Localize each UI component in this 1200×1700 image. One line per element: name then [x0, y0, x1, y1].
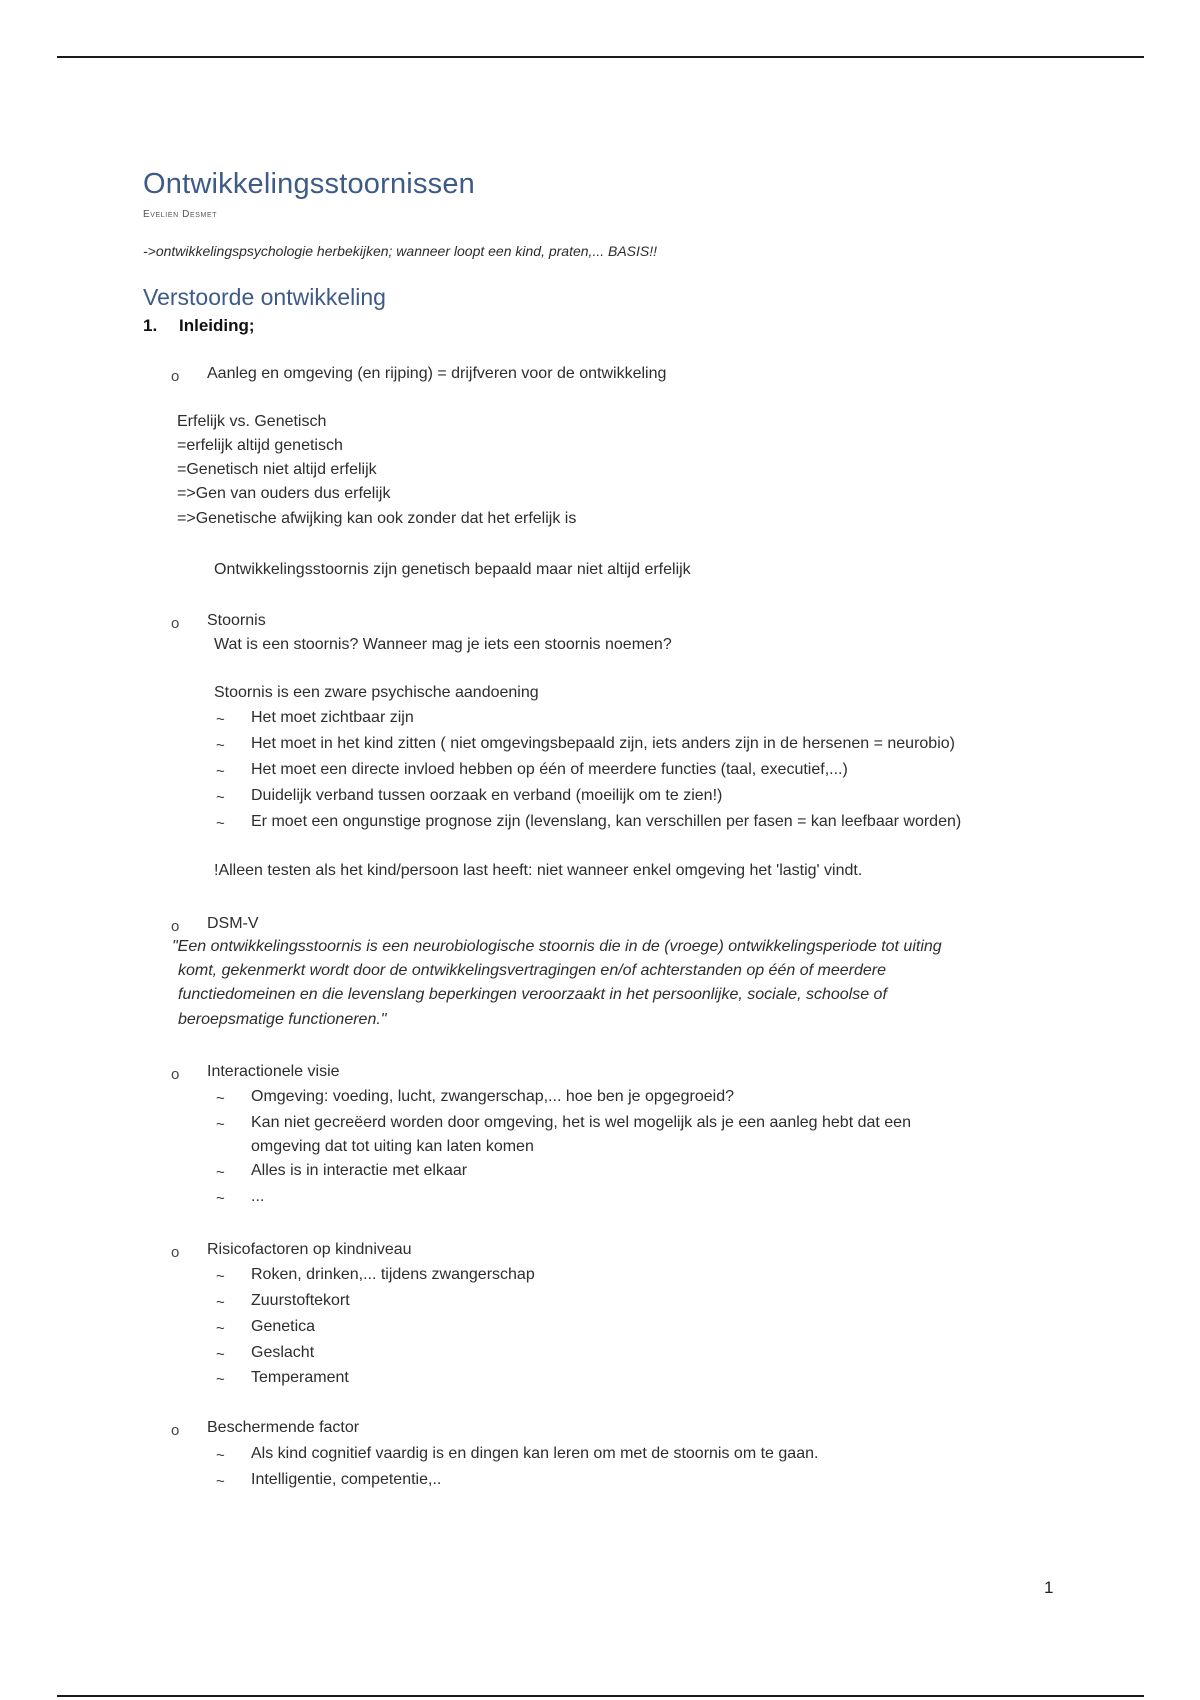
bullet-marker: o: [171, 368, 180, 385]
dash-item: Geslacht: [251, 1344, 315, 1361]
text-line: =Genetisch niet altijd erfelijk: [177, 461, 377, 478]
dash-item: Temperament: [251, 1369, 349, 1386]
definition-line: Stoornis is een zware psychische aandoening: [214, 684, 539, 701]
bullet-marker: o: [171, 918, 180, 935]
dash-item: Het moet zichtbaar zijn: [251, 709, 414, 726]
dash-marker: ~: [216, 763, 225, 780]
dash-item: Genetica: [251, 1318, 316, 1335]
dash-item: Het moet in het kind zitten ( niet omgevingsbepaald zijn, iets anders zijn in de hersenen = neurobio): [251, 735, 955, 752]
dash-marker: ~: [216, 1320, 225, 1337]
bullet-item-stoornis: Stoornis: [207, 612, 266, 629]
dash-item: Zuurstoftekort: [251, 1292, 350, 1309]
dsm-quote-line: functiedomeinen en die levenslang beperkingen veroorzaakt in het persoonlijke, sociale, schoolse of: [178, 986, 887, 1003]
dash-item: Als kind cognitief vaardig is en dingen kan leren om met de stoornis om te gaan.: [251, 1445, 819, 1462]
bullet-item-beschermende-factor: Beschermende factor: [207, 1419, 360, 1436]
dash-marker: ~: [216, 815, 225, 832]
subsection-number: 1.: [143, 316, 158, 335]
dash-marker: ~: [216, 1294, 225, 1311]
footer-rule: [57, 1695, 1144, 1697]
dsm-quote-line: "Een ontwikkelingsstoornis is een neurobiologische stoornis die in de (vroege) ontwikkelingsperiode tot uiting: [172, 938, 942, 955]
dash-marker: ~: [216, 1447, 225, 1464]
dash-marker: ~: [216, 1268, 225, 1285]
dash-marker: ~: [216, 711, 225, 728]
text-line: =>Genetische afwijking kan ook zonder dat het erfelijk is: [177, 510, 577, 527]
bullet-marker: o: [171, 615, 180, 632]
dash-item: Roken, drinken,... tijdens zwangerschap: [251, 1266, 535, 1283]
dash-item: Alles is in interactie met elkaar: [251, 1162, 468, 1179]
dash-item: Er moet een ongunstige prognose zijn (levenslang, kan verschillen per fasen = kan leefbaar worden): [251, 813, 962, 830]
dash-marker: ~: [216, 1164, 225, 1181]
study-note: ->ontwikkelingspsychologie herbekijken; wanneer loopt een kind, praten,... BASIS!!: [143, 243, 658, 259]
subsection-heading: Inleiding;: [179, 316, 255, 335]
dash-marker: ~: [216, 737, 225, 754]
dash-item: ...: [251, 1188, 265, 1205]
bullet-marker: o: [171, 1066, 180, 1083]
warning-line: !Alleen testen als het kind/persoon last heeft: niet wanneer enkel omgeving het 'lastig' vindt.: [214, 862, 863, 879]
page-number: 1: [1044, 1578, 1054, 1597]
dash-item: Intelligentie, competentie,..: [251, 1471, 442, 1488]
text-line: =>Gen van ouders dus erfelijk: [177, 485, 391, 502]
bullet-item-interactionele-visie: Interactionele visie: [207, 1063, 340, 1080]
bullet-item-risicofactoren: Risicofactoren op kindniveau: [207, 1241, 412, 1258]
bullet-item-dsm: DSM-V: [207, 915, 259, 932]
dsm-quote-line: beroepsmatige functioneren.": [178, 1011, 387, 1028]
bullet-marker: o: [171, 1244, 180, 1261]
section-heading: Verstoorde ontwikkeling: [143, 284, 386, 310]
conclusion-line: Ontwikkelingsstoornis zijn genetisch bepaald maar niet altijd erfelijk: [214, 561, 691, 578]
bullet-marker: o: [171, 1422, 180, 1439]
dash-marker: ~: [216, 1346, 225, 1363]
dash-item: Duidelijk verband tussen oorzaak en verband (moeilijk om te zien!): [251, 787, 723, 804]
bullet-item-aanleg: Aanleg en omgeving (en rijping) = drijfveren voor de ontwikkeling: [207, 365, 667, 382]
dash-marker: ~: [216, 1190, 225, 1207]
dash-marker: ~: [216, 1090, 225, 1107]
dash-marker: ~: [216, 1371, 225, 1388]
dash-item: Kan niet gecreëerd worden door omgeving, het is wel mogelijk als je een aanleg hebt dat een: [251, 1114, 911, 1131]
dash-marker: ~: [216, 1473, 225, 1490]
dsm-quote-line: komt, gekenmerkt wordt door de ontwikkelingsvertragingen en/of achterstanden op één of meerdere: [178, 962, 886, 979]
document-title: Ontwikkelingsstoornissen: [143, 168, 475, 200]
text-line: =erfelijk altijd genetisch: [177, 437, 343, 454]
question-line: Wat is een stoornis? Wanneer mag je iets een stoornis noemen?: [214, 636, 672, 653]
dash-item: Omgeving: voeding, lucht, zwangerschap,... hoe ben je opgegroeid?: [251, 1088, 734, 1105]
dash-marker: ~: [216, 789, 225, 806]
author-name: Evelien Desmet: [143, 209, 218, 220]
dash-marker: ~: [216, 1116, 225, 1133]
text-line: Erfelijk vs. Genetisch: [177, 413, 327, 430]
dash-item: Het moet een directe invloed hebben op één of meerdere functies (taal, executief,...): [251, 761, 848, 778]
dash-item-continuation: omgeving dat tot uiting kan laten komen: [251, 1138, 534, 1155]
